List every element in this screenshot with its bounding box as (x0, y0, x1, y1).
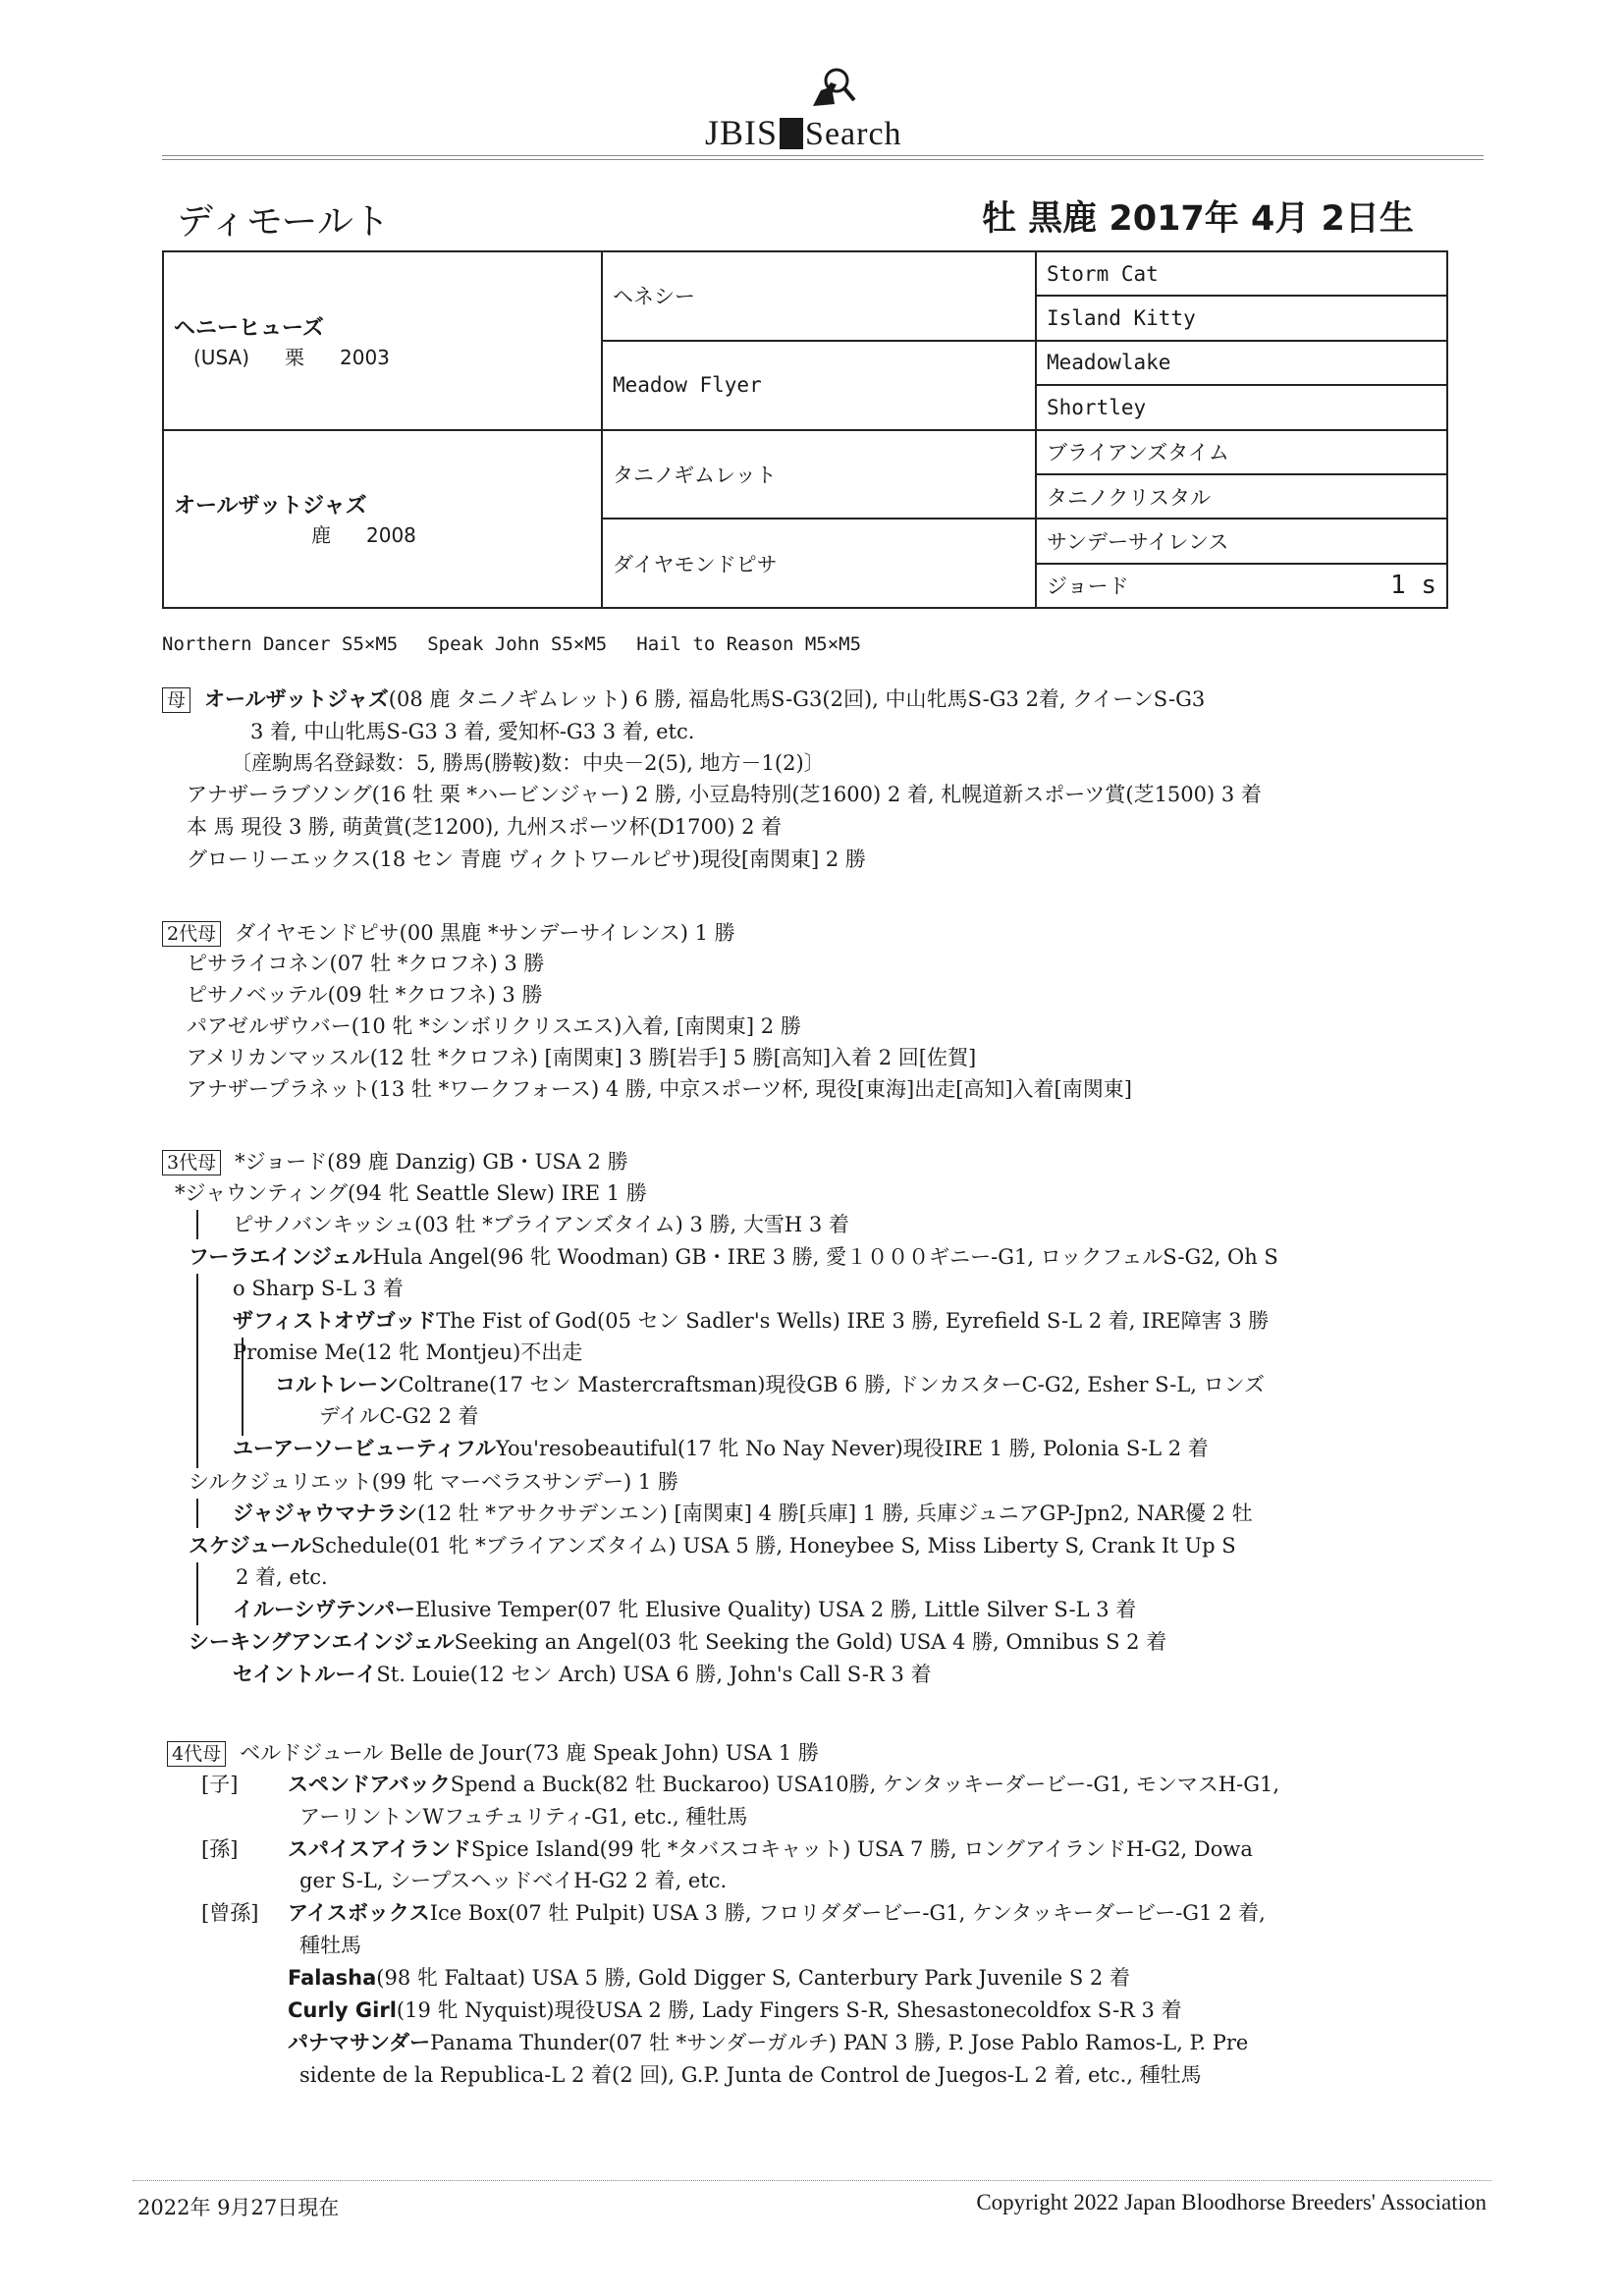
text-line: アメリカンマッスル(12 牡 *クロフネ) [南関東] 3 勝[岩手] 5 勝[高知]入着 2 回[佐賀] (187, 1046, 977, 1069)
gen3-8-name: ジョード (1047, 574, 1129, 599)
pedigree-table (162, 250, 1448, 609)
line-text: Hula Angel(96 牝 Woodman) GB・IRE 3 勝, 愛１０００ギニー-G1, ロックフェルS-G2, Oh S (372, 1245, 1278, 1269)
text-line (288, 1995, 1182, 2025)
line-text: Seeking an Angel(03 牝 Seeking the Gold) USA 4 勝, Omnibus S 2 着 (454, 1630, 1167, 1654)
text-line: *ジャウンティング(94 牝 Seattle Slew) IRE 1 勝 (175, 1181, 647, 1205)
bold-name: シーキングアンエインジェル (189, 1630, 455, 1654)
tree-bar (196, 1274, 198, 1468)
bold-name: Curly Girl (288, 1998, 397, 2022)
line-text: Elusive Temper(07 牝 Elusive Quality) USA 2 勝, Little Silver S-L 3 着 (415, 1598, 1137, 1621)
text-line: シルクジュリエット(99 牝 マーベラスサンデー) 1 勝 (189, 1470, 678, 1494)
text-line: 3 着, 中山牝馬S-G3 3 着, 愛知杯-G3 3 着, etc. (250, 720, 695, 743)
jbis-logo (705, 69, 941, 157)
rel-label: [孫] (201, 1837, 239, 1861)
line-text: (98 牝 Faltaat) USA 5 勝, Gold Digger S, Canterbury Park Juvenile S 2 着 (376, 1966, 1130, 1990)
text-line: ピサノバンキッシュ(03 牡 *ブライアンズタイム) 3 勝, 大雪H 3 着 (233, 1213, 849, 1236)
text-line: デイルC-G2 2 着 (319, 1404, 479, 1428)
text-line (189, 1242, 1278, 1272)
bold-name: ジャジャウマナラシ (233, 1502, 418, 1525)
text-line: 本 馬 現役 3 勝, 萌黄賞(芝1200), 九州スポーツ杯(D1700) 2 着 (187, 815, 783, 839)
bold-name: セイントルーイ (233, 1663, 377, 1686)
text-line (201, 1834, 1253, 1864)
text-line (288, 2028, 1248, 2057)
text-line (233, 1660, 932, 1689)
logo-text-search: Search (805, 116, 902, 152)
bold-name: アイスボックス (288, 1901, 430, 1925)
sire-year: 2003 (340, 345, 390, 369)
horse-magnifier-icon (791, 61, 870, 120)
rel-label: [子] (201, 1773, 239, 1796)
logo-box (780, 118, 803, 149)
bold-name: スパイスアイランド (288, 1837, 471, 1861)
gen4-line-text: ベルドジュール Belle de Jour(73 鹿 Speak John) USA 1 勝 (240, 1741, 819, 1765)
text-line: グローリーエックス(18 セン 青鹿 ヴィクトワールピサ)現役[南関東] 2 勝 (187, 847, 866, 871)
line-text: St. Louie(12 セン Arch) USA 6 勝, John's Call S-R 3 着 (376, 1663, 932, 1686)
pedigree-gen3-1: Storm Cat (1036, 251, 1447, 296)
pedigree-gen2-1: ヘネシー (602, 251, 1036, 341)
line-text: (19 牝 Nyquist)現役USA 2 勝, Lady Fingers S-R, Shesastonecoldfox S-R 3 着 (396, 1998, 1182, 2022)
dam-year: 2008 (366, 523, 416, 548)
sire-name: ヘニーヒューズ (174, 315, 324, 341)
inbreeding-crosses (162, 633, 891, 655)
bold-name: Falasha (288, 1966, 377, 1990)
gen2-section-line (162, 918, 735, 948)
pedigree-gen3-4: Shortley (1036, 385, 1447, 429)
dam-section-line (162, 684, 1205, 714)
text-line (233, 1595, 1136, 1624)
tree-bar (196, 1499, 198, 1528)
pedigree-gen3-5: ブライアンズタイム (1036, 430, 1447, 474)
text-line: o Sharp S-L 3 着 (233, 1277, 404, 1300)
gen4-section-line (167, 1738, 819, 1768)
text-line (233, 1306, 1269, 1336)
text-line (201, 1898, 1266, 1928)
bold-name: パナマサンダー (288, 2031, 431, 2054)
line-text: Coltrane(17 セン Mastercraftsman)現役GB 6 勝, ドンカスターC-G2, Esher S-L, ロンズ (398, 1373, 1266, 1396)
line-text: Panama Thunder(07 牡 *サンダーガルチ) PAN 3 勝, P. Jose Pablo Ramos-L, P. Pre (430, 2031, 1249, 2054)
text-line: ger S-L, シープスヘッドベイH-G2 2 着, etc. (299, 1869, 728, 1892)
text-line: アナザーラブソング(16 牡 栗 *ハービンジャー) 2 勝, 小豆島特別(芝1600) 2 着, 札幌道新スポーツ賞(芝1500) 3 着 (187, 783, 1262, 806)
bold-name: ザフィストオヴゴッド (233, 1309, 437, 1333)
cross-2: Speak John S5×M5 (427, 633, 608, 655)
text-line: 2 着, etc. (236, 1565, 328, 1589)
pedigree-gen3-6: タニノクリスタル (1036, 474, 1447, 519)
horse-info: 牡 黒鹿 2017年 4月 2日生 (982, 199, 1414, 239)
text-line (275, 1370, 1265, 1399)
text-line: 〔産駒馬名登録数：5, 勝馬(勝鞍)数：中央－2(5), 地方－1(2)〕 (231, 751, 825, 775)
pedigree-gen3-8 (1036, 564, 1447, 608)
text-line (233, 1434, 1209, 1463)
bold-name: スペンドアバック (288, 1773, 451, 1796)
tree-bar (196, 1562, 198, 1625)
bold-name: イルーシヴテンパー (233, 1598, 416, 1621)
rel-label: [曾孫] (201, 1901, 259, 1925)
cross-3: Hail to Reason M5×M5 (636, 633, 862, 655)
pedigree-dam (163, 430, 602, 609)
dam-name: オールザットジャズ (174, 494, 367, 519)
line-text: Ice Box(07 牡 Pulpit) USA 3 勝, フロリダダービー-G1, ケンタッキーダービー-G1 2 着, (429, 1901, 1266, 1925)
pedigree-gen2-2: Meadow Flyer (602, 341, 1036, 430)
logo-text-jbis: JBIS (705, 113, 779, 152)
line-text: Schedule(01 牝 *ブライアンズタイム) USA 5 勝, Honeybee S, Miss Liberty S, Crank It Up S (310, 1534, 1236, 1558)
tree-bar (196, 1210, 198, 1239)
text-line: ピサライコネン(07 牡 *クロフネ) 3 勝 (187, 952, 545, 975)
text-line: sidente de la Republica-L 2 着(2 回), G.P. Junta de Control de Juegos-L 2 着, etc., 種牡馬 (299, 2063, 1202, 2087)
footer-date: 2022年 9月27日現在 (137, 2196, 340, 2219)
tag-dam: 母 (162, 687, 190, 713)
footer-copyright: Copyright 2022 Japan Bloodhorse Breeders' Association (976, 2190, 1487, 2214)
text-line (201, 1770, 1279, 1799)
gen2-line-text: ダイヤモンドピサ(00 黒鹿 *サンデーサイレンス) 1 勝 (235, 921, 735, 945)
line-text: You'resobeautiful(17 牝 No Nay Never)現役IRE 1 勝, Polonia S-L 2 着 (495, 1437, 1209, 1460)
gen3-note: 1 s (1390, 571, 1436, 601)
text-line (233, 1499, 1253, 1528)
text-line: アナザープラネット(13 牡 *ワークフォース) 4 勝, 中京スポーツ杯, 現役[東海]出走[高知]入着[南関東] (187, 1077, 1132, 1101)
line-text: Spice Island(99 牝 *タバスコキャット) USA 7 勝, ロングアイランドH-G2, Dowa (470, 1837, 1253, 1861)
bold-name: コルトレーン (275, 1373, 399, 1396)
dam-line-name: オールザットジャズ (204, 687, 389, 711)
line-text: (12 牡 *アサクサデンエン) [南関東] 4 勝[兵庫] 1 勝, 兵庫ジュニアGP-Jpn2, NAR優 2 牡 (417, 1502, 1253, 1525)
bold-name: スケジュール (189, 1534, 311, 1558)
pedigree-gen3-3: Meadowlake (1036, 341, 1447, 385)
text-line (189, 1531, 1236, 1560)
dam-color: 鹿 (311, 523, 331, 548)
pedigree-gen2-3: タニノギムレット (602, 430, 1036, 519)
text-line (288, 1963, 1130, 1993)
horse-name: ディモールト (177, 200, 390, 243)
bold-name: ユーアーソービューティフル (233, 1437, 496, 1460)
tag-gen4: 4代母 (167, 1741, 226, 1767)
footer-rule (133, 2180, 1491, 2181)
sire-country: (USA) (193, 345, 249, 369)
header-rule (162, 155, 1484, 160)
tag-gen2: 2代母 (162, 921, 221, 947)
pedigree-gen3-7: サンデーサイレンス (1036, 519, 1447, 563)
line-text: Spend a Buck(82 牡 Buckaroo) USA10勝, ケンタッキーダービー-G1, モンマスH-G1, (450, 1773, 1280, 1796)
text-line: 種牡馬 (299, 1934, 361, 1957)
gen3-line-text: *ジョード(89 鹿 Danzig) GB・USA 2 勝 (235, 1150, 628, 1174)
text-line: パアゼルザウバー(10 牝 *シンボリクリスエス)入着, [南関東] 2 勝 (187, 1014, 801, 1038)
text-line: ピサノベッテル(09 牡 *クロフネ) 3 勝 (187, 983, 543, 1007)
cross-1: Northern Dancer S5×M5 (162, 633, 399, 655)
sire-color: 栗 (285, 345, 304, 369)
pedigree-sire (163, 251, 602, 430)
bold-name: フーラエインジェル (189, 1245, 373, 1269)
gen3-section-line (162, 1147, 628, 1176)
text-line (189, 1627, 1166, 1657)
pedigree-gen2-4: ダイヤモンドピサ (602, 519, 1036, 608)
line-text: The Fist of God(05 セン Sadler's Wells) IRE 3 勝, Eyrefield S-L 2 着, IRE障害 3 勝 (436, 1309, 1270, 1333)
tag-gen3: 3代母 (162, 1150, 221, 1175)
dam-line-text: (08 鹿 タニノギムレット) 6 勝, 福島牝馬S-G3(2回), 中山牝馬S-G3 2着, クイーンS-G3 (388, 687, 1206, 711)
pedigree-gen3-2: Island Kitty (1036, 296, 1447, 340)
text-line: Promise Me(12 牝 Montjeu)不出走 (233, 1340, 583, 1364)
text-line: アーリントンWフュチュリティ-G1, etc., 種牡馬 (299, 1805, 748, 1829)
